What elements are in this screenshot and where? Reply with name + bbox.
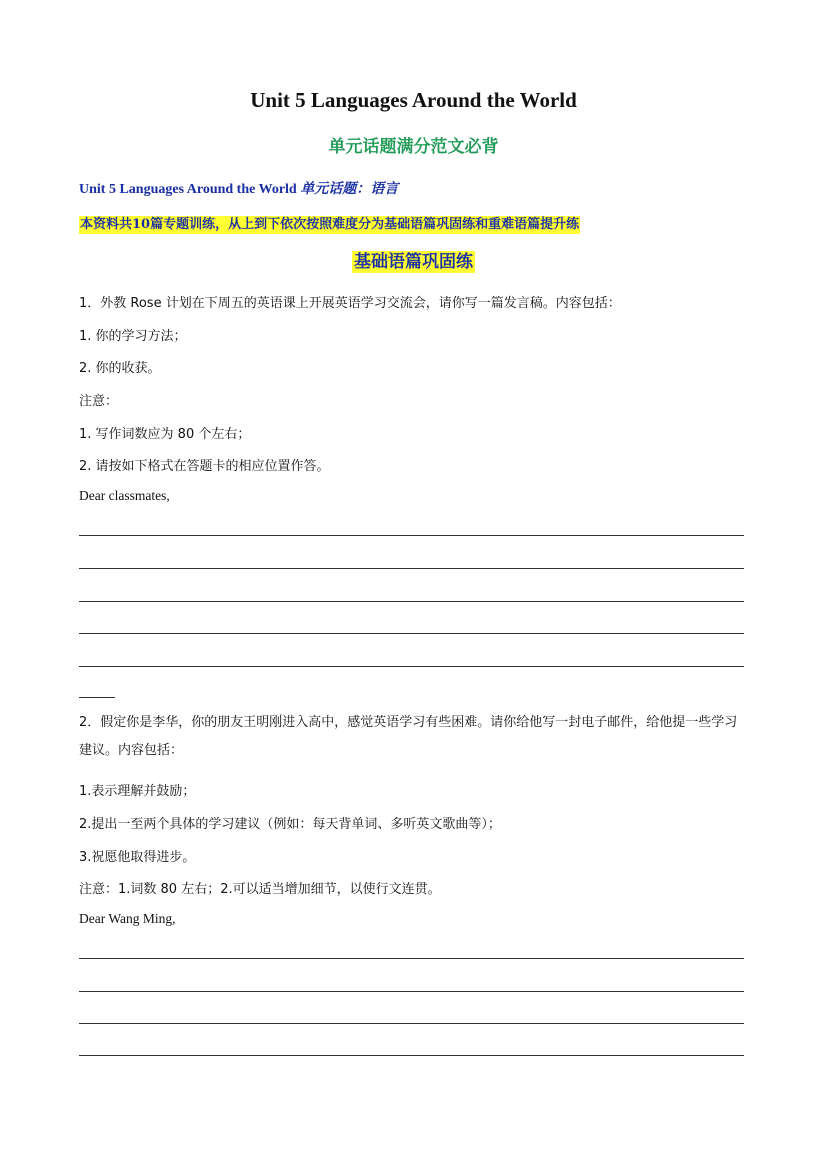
- q2-salutation: Dear Wang Ming,: [79, 911, 176, 926]
- page-title: Unit 5 Languages Around the World: [250, 88, 577, 112]
- unit-topic-en: Unit 5 Languages Around the World: [79, 182, 301, 197]
- q1-answer-line: [79, 633, 744, 634]
- unit-topic-cn: 单元话题：语言: [300, 182, 399, 197]
- q1-note-2: 2. 请按如下格式在答题卡的相应位置作答。: [79, 459, 330, 474]
- q2-answer-line: [79, 958, 744, 959]
- section-heading: [0, 250, 827, 274]
- intro-banner: 本资料共10篇专题训练，从上到下依次按照难度分为基础语篇巩固练和重难语篇提升练: [80, 217, 580, 232]
- q1-answer-line: [79, 601, 744, 602]
- q1-answer-line: [79, 568, 744, 569]
- q1-answer-line: [79, 666, 744, 667]
- section-heading-text: 基础语篇巩固练: [354, 252, 473, 272]
- q2-answer-line: [79, 1055, 744, 1056]
- q1-point-2: 2. 你的收获。: [79, 361, 161, 376]
- q1-note-1: 1. 写作词数应为 80 个左右；: [79, 427, 251, 442]
- q2-note: 注意：1.词数 80 左右；2.可以适当增加细节，以使行文连贯。: [79, 882, 441, 897]
- q1-point-1: 1. 你的学习方法；: [79, 329, 187, 344]
- unit-topic: [79, 178, 398, 198]
- q1-answer-line: [79, 535, 744, 536]
- page-subtitle: 单元话题满分范文必背: [328, 137, 499, 157]
- q2-point-2: 2.提出一至两个具体的学习建议（例如：每天背单词、多听英文歌曲等）；: [79, 817, 501, 832]
- q2-point-3: 3.祝愿他取得进步。: [79, 850, 196, 865]
- q1-salutation: Dear classmates,: [79, 488, 170, 503]
- q1-end-line: [79, 697, 115, 698]
- q1-note-label: 注意：: [79, 394, 119, 409]
- q2-answer-line: [79, 1023, 744, 1024]
- q1-prompt: 1．外教 Rose 计划在下周五的英语课上开展英语学习交流会，请你写一篇发言稿。内容包括：: [79, 296, 621, 311]
- q2-point-1: 1.表示理解并鼓励；: [79, 784, 196, 799]
- q2-prompt: 2．假定你是李华，你的朋友王明刚进入高中，感觉英语学习有些困难。请你给他写一封电子邮件，给他提一些学习建议。内容包括：: [79, 715, 738, 758]
- q2-answer-line: [79, 991, 744, 992]
